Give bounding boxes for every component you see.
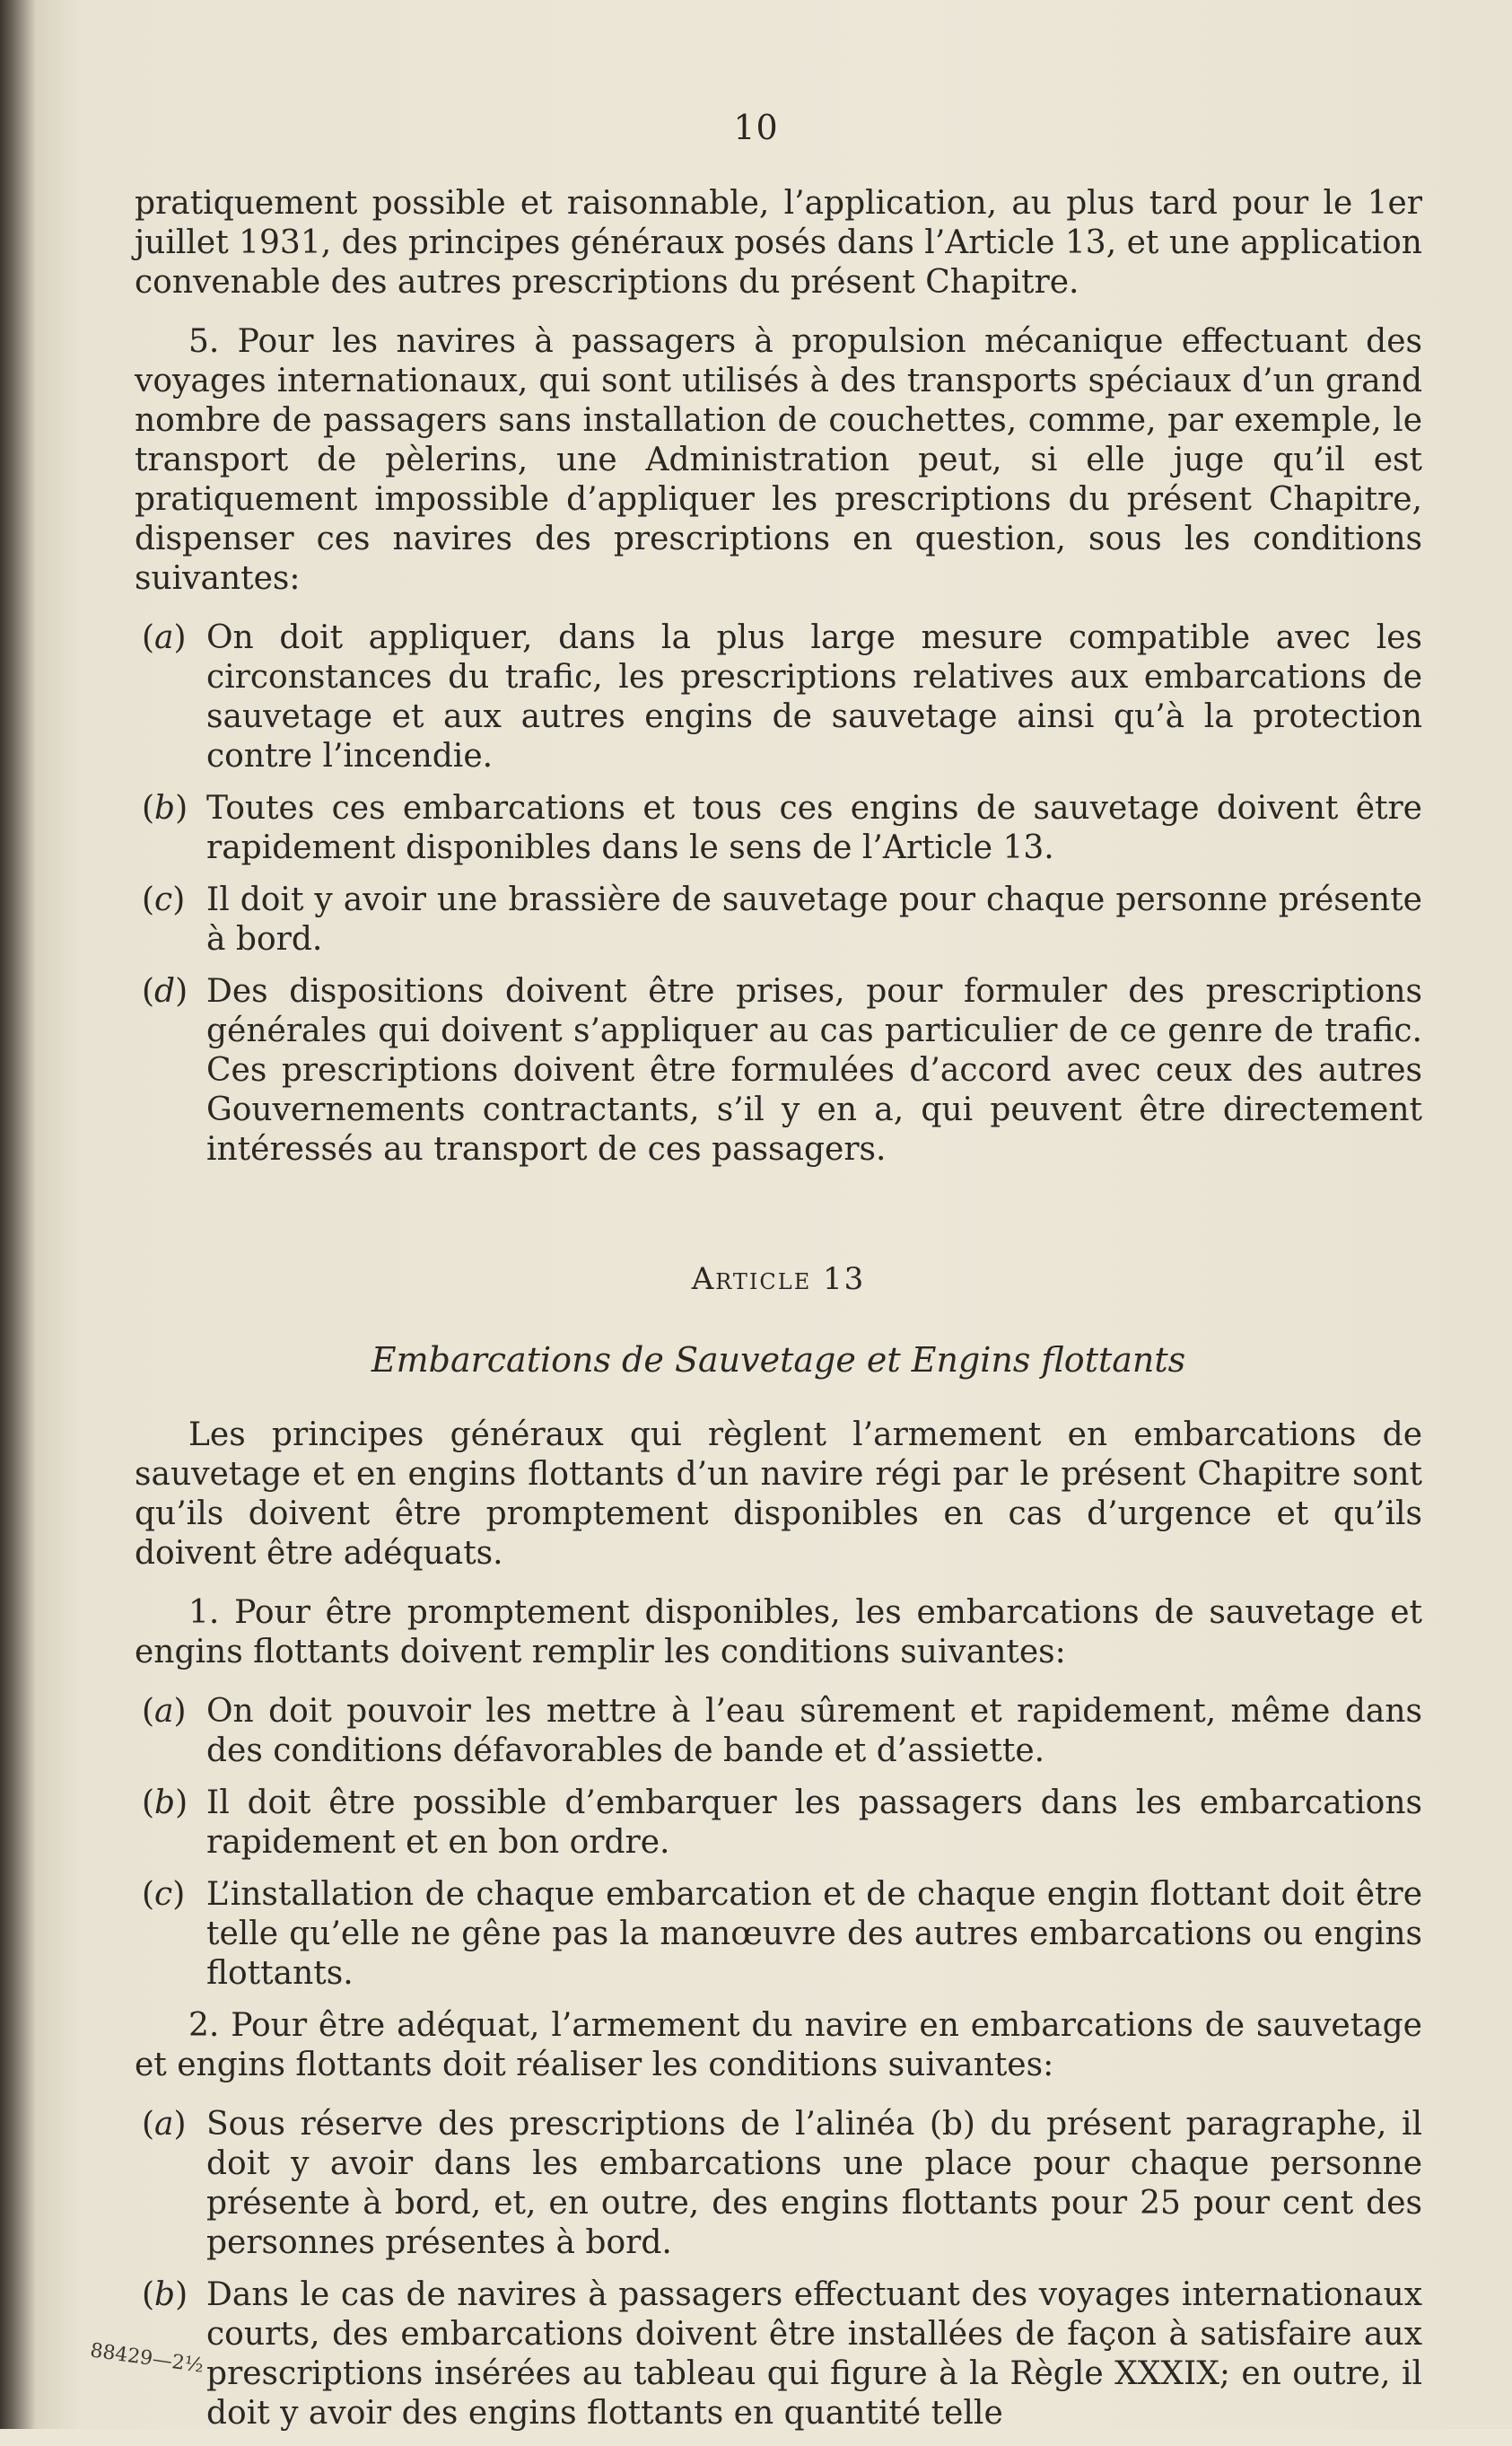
item-text: On doit appliquer, dans la plus large mesure compatible avec les circonstances du trafic, les prescriptions relatives aux embarcations de sauvetage et aux autres engins de sauvetage ainsi qu’à la protection contre l’incendie. (206, 619, 1422, 775)
item-label: (b) (142, 2276, 188, 2313)
article-paragraph-1: 1. Pour être promptement disponibles, les embarcations de sauvetage et engins flottants doivent remplir les conditions suivantes: (135, 1594, 1422, 1670)
item-text: L’installation de chaque embarcation et de chaque engin flottant doit être telle qu’elle ne gêne pas la manœuvre des autres embarcations ou engins flottants. (206, 1876, 1422, 1992)
list-item (135, 972, 1422, 1170)
item-text: Dans le cas de navires à passagers effectuant des voyages internationaux courts, des embarcations doivent être installées de façon à satisfaire aux prescriptions insérées au tableau qui figure à la Règle XXXIX; en outre, il doit y avoir des engins flottants en quantité telle (206, 2276, 1422, 2432)
item-text: Il doit y avoir une brassière de sauvetage pour chaque personne présente à bord. (206, 881, 1422, 958)
intro-paragraph: pratiquement possible et raisonnable, l’application, au plus tard pour le 1er juillet 1931, des principes généraux posés dans l’Article 13, et une application convenable des autres prescriptions du présent Chapitre. (135, 185, 1422, 301)
article-intro-paragraph: Les principes généraux qui règlent l’armement en embarcations de sauvetage et en engins flottants d’un navire régi par le présent Chapitre sont qu’ils doivent être promptement disponibles en cas d’urgence et qu’ils doivent être adéquats. (135, 1416, 1422, 1572)
list-item (135, 1784, 1422, 1863)
item-label: (a) (142, 619, 187, 656)
item-label: (c) (142, 881, 186, 918)
item-text: On doit pouvoir les mettre à l’eau sûrement et rapidement, même dans des conditions défavorables de bande et d’assiette. (206, 1693, 1422, 1769)
list-item (135, 1875, 1422, 1994)
item-label: (d) (142, 973, 188, 1010)
list-item (135, 618, 1422, 776)
item-label: (a) (142, 2106, 187, 2143)
item-text: Toutes ces embarcations et tous ces engins de sauvetage doivent être rapidement disponibles dans le sens de l’Article 13. (206, 790, 1422, 866)
printer-code: 88429—2½ (88, 2339, 205, 2378)
section-5-paragraph: 5. Pour les navires à passagers à propulsion mécanique effectuant des voyages internationaux, qui sont utilisés à des transports spéciaux d’un grand nombre de passagers sans installation de couchettes, comme, par exemple, le transport de pèlerins, une Administration peut, si elle juge qu’il est pratiquement impossible d’appliquer les prescriptions du présent Chapitre, dispenser ces navires des prescriptions en question, sous les conditions suivantes: (135, 323, 1422, 597)
article-subtitle: Embarcations de Sauvetage et Engins flottants (371, 1340, 1186, 1380)
item-label: (b) (142, 790, 188, 827)
item-text: Des dispositions doivent être prises, pour formuler des prescriptions générales qui doivent s’appliquer au cas particulier de ce genre de trafic. Ces prescriptions doivent être formulées d’accord avec ceux des autres Gouvernements contractants, s’il y en a, qui peuvent être directement intéressés au transport de ces passagers. (206, 973, 1422, 1168)
list-item (135, 2275, 1422, 2433)
item-label: (c) (142, 1876, 186, 1913)
item-label: (a) (142, 1693, 187, 1730)
item-label: (b) (142, 1784, 188, 1821)
page-number: 10 (733, 108, 779, 147)
list-item (135, 1692, 1422, 1771)
item-text: Il doit être possible d’embarquer les passagers dans les embarcations rapidement et en bon ordre. (206, 1784, 1422, 1861)
item-text: Sous réserve des prescriptions de l’alinéa (b) du présent paragraphe, il doit y avoir dans les embarcations une place pour chaque personne présente à bord, et, en outre, des engins flottants pour 25 pour cent des personnes présentes à bord. (206, 2106, 1422, 2261)
document-body (135, 184, 1422, 2446)
list-item (135, 881, 1422, 960)
article-paragraph-2: 2. Pour être adéquat, l’armement du navire en embarcations de sauvetage et engins flottants doit réaliser les conditions suivantes: (135, 2007, 1422, 2083)
list-item (135, 2105, 1422, 2263)
article-heading: Article 13 (691, 1261, 866, 1297)
list-item (135, 789, 1422, 868)
